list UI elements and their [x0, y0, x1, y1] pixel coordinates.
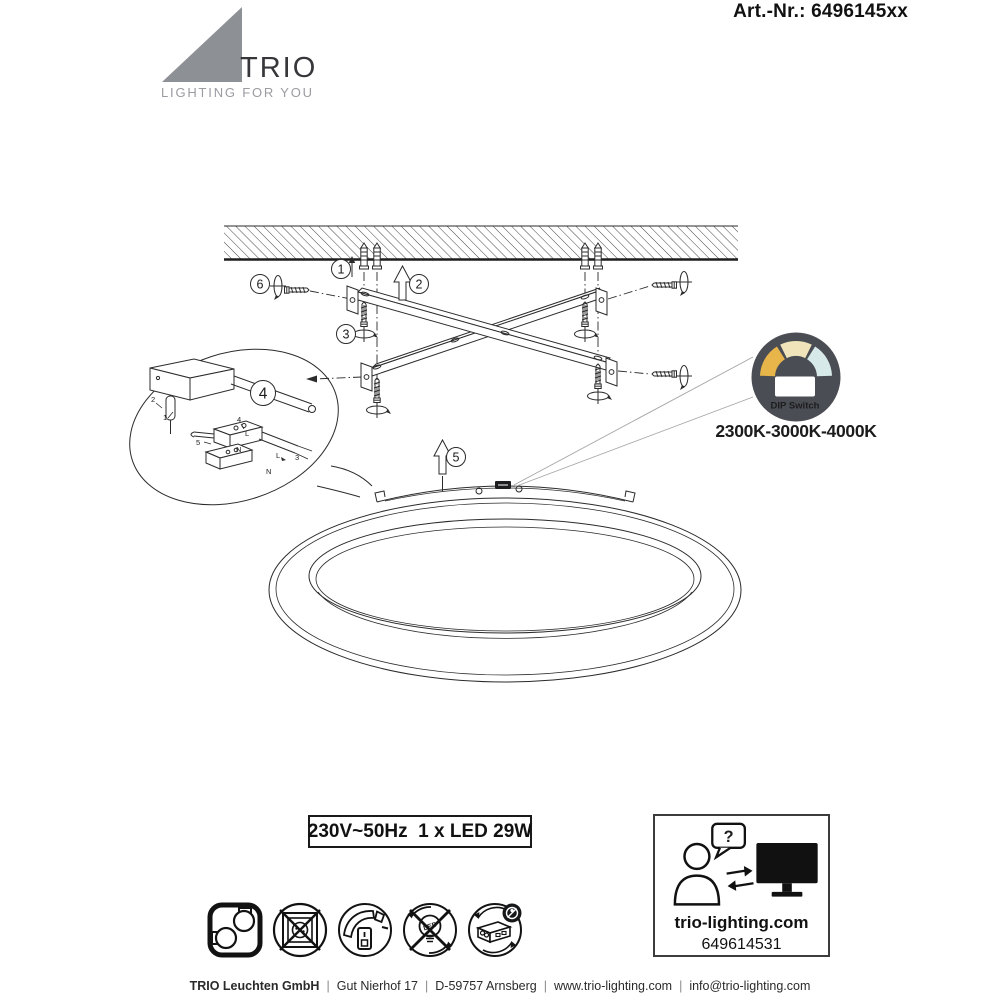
article-number: Art.-Nr.: 6496145xx	[733, 1, 908, 22]
dip-switch-window	[775, 377, 815, 397]
mounting-crossbars	[347, 286, 617, 391]
dimmable-wall-switch-icon	[336, 901, 394, 959]
svg-text:6: 6	[256, 277, 264, 292]
power-spec-box: 230V~50Hz 1 x LED 29W	[308, 815, 532, 848]
logo-brand-text: TRIO	[240, 52, 318, 84]
footer-separator: |	[326, 979, 330, 993]
svg-text:3: 3	[295, 453, 300, 462]
svg-text:2: 2	[151, 395, 156, 404]
support-illustration	[659, 820, 824, 912]
footer-city: D-59757 Arnsberg	[435, 979, 537, 993]
dip-switch-badge	[752, 333, 841, 422]
footer-separator: |	[425, 979, 429, 993]
ceiling-hatch	[224, 226, 738, 260]
step-marker-1	[332, 260, 351, 279]
person-head-icon	[684, 844, 709, 869]
step-marker-5	[447, 448, 466, 467]
lamp-drawing	[269, 481, 741, 682]
badge-leader-line	[514, 397, 753, 487]
pictogram-row	[206, 901, 524, 959]
color-temperature-range: 2300K-3000K-4000K	[715, 421, 877, 441]
wiring-detail-bubble	[109, 324, 372, 531]
svg-text:LED: LED	[422, 921, 439, 933]
step-marker-3	[337, 325, 356, 344]
dip-switch-component	[476, 481, 522, 494]
led-not-replaceable-icon	[401, 901, 459, 959]
no-recessed-box-icon	[271, 901, 329, 959]
ceiling-wall-mount-icon	[206, 901, 264, 959]
logo-tagline-text: LIGHTING FOR YOU	[161, 85, 314, 100]
contact-code: 649614531	[701, 936, 782, 953]
step-marker-2	[410, 275, 429, 294]
footer-separator: |	[679, 979, 683, 993]
svg-text:4: 4	[258, 385, 268, 403]
svg-text:4: 4	[237, 415, 242, 424]
bubble-leader-line	[317, 486, 360, 497]
svg-text:5: 5	[452, 450, 460, 465]
footer-web: www.trio-lighting.com	[553, 979, 673, 993]
bubble-leader-line	[331, 466, 372, 486]
trio-logo-triangle-icon	[160, 4, 244, 84]
svg-text:2: 2	[415, 277, 423, 292]
contact-website: trio-lighting.com	[674, 913, 809, 932]
driver-professional-service-icon	[466, 901, 524, 959]
monitor-icon	[756, 843, 817, 883]
footer-address: Gut Nierhof 17	[336, 979, 419, 993]
exchange-arrows-icon	[727, 871, 745, 874]
footer-email: info@trio-lighting.com	[689, 979, 811, 993]
installation-diagram	[0, 188, 1000, 750]
dip-switch-label: DIP Switch	[770, 400, 820, 412]
person-icon	[675, 876, 719, 905]
footer-separator: |	[543, 979, 547, 993]
svg-text:1: 1	[337, 262, 345, 277]
svg-text:5: 5	[196, 438, 201, 447]
svg-text:N: N	[266, 467, 272, 476]
contact-box	[653, 814, 830, 957]
svg-text:L: L	[245, 429, 250, 438]
step-marker-4	[251, 381, 276, 406]
svg-text:N: N	[236, 445, 242, 454]
svg-text:L: L	[276, 451, 281, 460]
footer	[0, 979, 1000, 993]
svg-text:?: ?	[723, 828, 734, 847]
step-marker-6	[251, 275, 270, 294]
footer-company: TRIO Leuchten GmbH	[189, 979, 320, 993]
svg-text:3: 3	[342, 327, 350, 342]
svg-text:1: 1	[163, 413, 168, 422]
trio-logo	[160, 4, 400, 104]
